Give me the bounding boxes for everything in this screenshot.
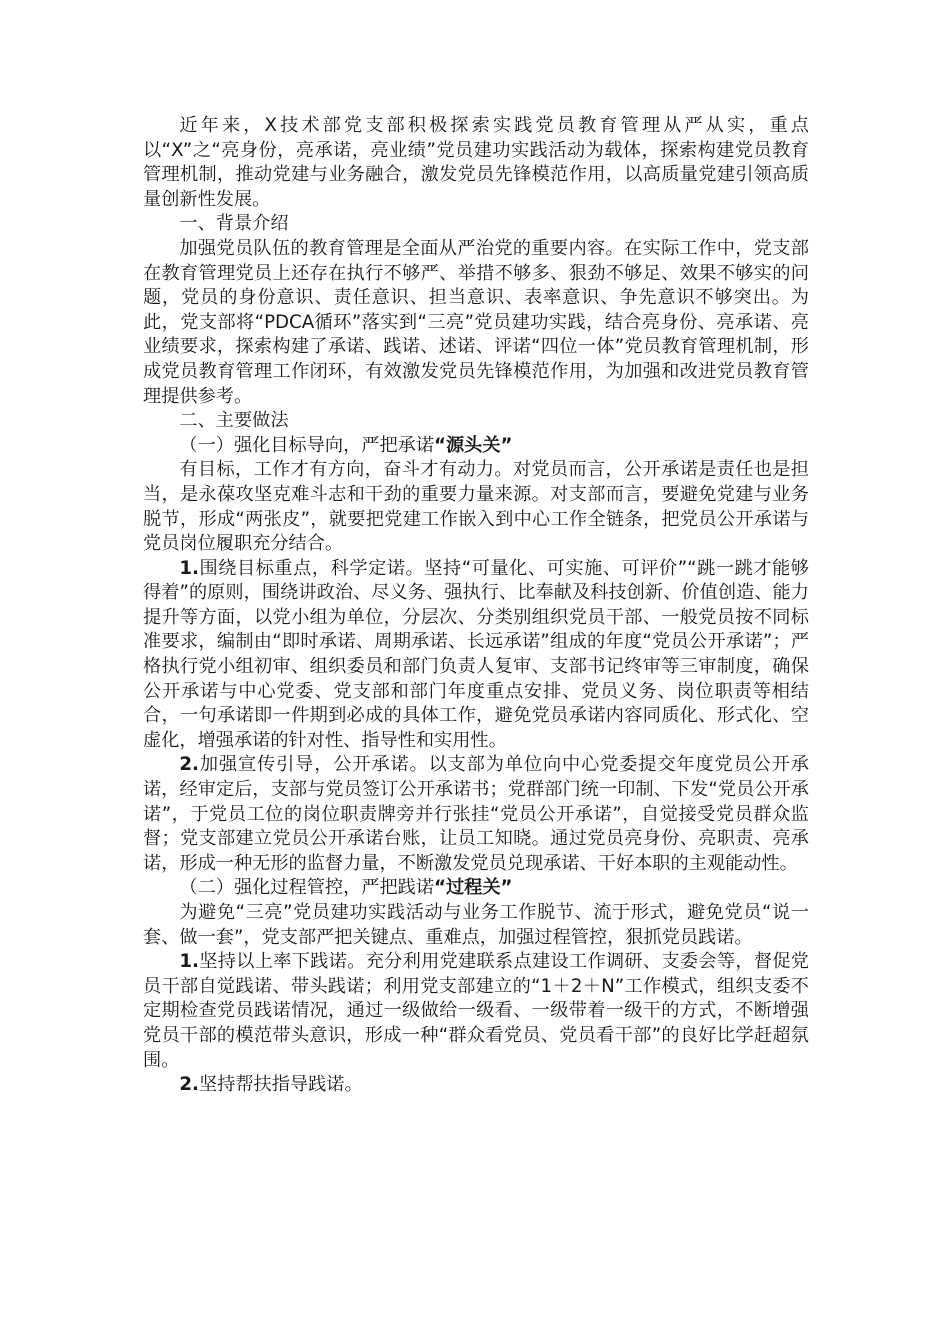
document-page [143,114,809,1098]
subsection-heading-emphasis: “源头关” [434,434,513,456]
process-control-paragraph: 为避免“三亮”党员建功实践活动与业务工作脱节、流于形式，避免党员“说一套、做一套”，党支部严把关键点、重难点，加强过程管控，狠抓党员践诺。 [143,902,809,948]
list-item-lead-by-example [143,950,809,1073]
subsection-heading-emphasis: “过程关” [434,877,513,899]
list-item-guidance [143,1073,809,1098]
subsection-heading-text: （二）强化过程管控，严把践诺 [179,877,435,899]
list-item-number: 1. [179,951,199,973]
list-item-text: 围绕目标重点，科学定诺。坚持“可量化、可实施、可评价”“跳一跳才能够得着”的原则，围绕讲政治、尽义务、强执行、比奉献及科技创新、价值创造、能力提升等方面，以党小组为单位，分层次、分类别组织党员干部、一般党员按不同标准要求，编制由“即时承诺、周期承诺、长远承诺”组成的年度“党员公开承诺”；严格执行党小组初审、组织委员和部门负责人复审、支部书记终审等三审制度，确保公开承诺与中心党委、党支部和部门年度重点安排、党员义务、岗位职责等相结合，一句承诺即一件期到必成的具体工作，避免党员承诺内容同质化、形式化、空虚化，增强承诺的针对性、指导性和实用性。 [143,557,809,751]
list-item-number: 1. [179,557,199,579]
background-paragraph: 加强党员队伍的教育管理是全面从严治党的重要内容。在实际工作中，党支部在教育管理党员上还存在执行不够严、举措不够多、狠劲不够足、效果不够实的问题，党员的身份意识、责任意识、担当意识、表率意识、争先意识不够突出。为此，党支部将“PDCA循环”落实到“三亮”党员建功实践，结合亮身份、亮承诺、亮业绩要求，探索构建了承诺、践诺、述诺、评诺“四位一体”党员教育管理机制，形成党员教育管理工作闭环，有效激发党员先锋模范作用，为加强和改进党员教育管理提供参考。 [143,237,809,407]
subsection-heading-text: （一）强化目标导向，严把承诺 [179,434,435,456]
list-item-target-commitment [143,557,809,754]
section-heading-main-practices: 二、主要做法 [179,410,289,432]
list-item-text: 加强宣传引导，公开承诺。以支部为单位向中心党委提交年度党员公开承诺，经审定后，支部与党员签订公开承诺书；党群部门统一印制、下发“党员公开承诺”，于党员工位的岗位职责牌旁并行张挂“党员公开承诺”，自觉接受党员群众监督；党支部建立党员公开承诺台账，让员工知晓。通过党员亮身份、亮职责、亮承诺，形成一种无形的监督力量，不断激发党员兑现承诺、干好本职的主观能动性。 [143,754,809,874]
subsection-heading-process-control [143,876,809,901]
section-heading-background: 一、背景介绍 [179,213,289,235]
list-item-text: 坚持以上率下践诺。充分利用党建联系点建设工作调研、支委会等，督促党员干部自觉践诺、带头践诺；利用党支部建立的“1＋2＋N”工作模式，组织支委不定期检查党员践诺情况，通过一级做给一级看、一级带着一级干的方式，不断增强党员干部的模范带头意识，形成一种“群众看党员、党员看干部”的良好比学赶超氛围。 [143,951,809,1071]
list-item-text: 坚持帮扶指导践诺。 [198,1074,363,1096]
list-item-number: 2. [179,1074,199,1096]
list-item-number: 2. [179,754,199,776]
intro-paragraph: 近年来，X技术部党支部积极探索实践党员教育管理从严从实，重点以“X”之“亮身份，亮承诺，亮业绩”党员建功实践活动为载体，探索构建党员教育管理机制，推动党建与业务融合，激发党员先锋模范作用，以高质量党建引领高质量创新性发展。 [143,115,809,210]
goal-orientation-paragraph: 有目标，工作才有方向，奋斗才有动力。对党员而言，公开承诺是责任也是担当，是永葆攻坚克难斗志和干劲的重要力量来源。对支部而言，要避免党建与业务脱节，形成“两张皮”，就要把党建工作嵌入到中心工作全链条，把党员公开承诺与党员岗位履职充分结合。 [143,459,809,555]
list-item-public-commitment [143,753,809,876]
subsection-heading-goal-orientation [143,434,809,459]
